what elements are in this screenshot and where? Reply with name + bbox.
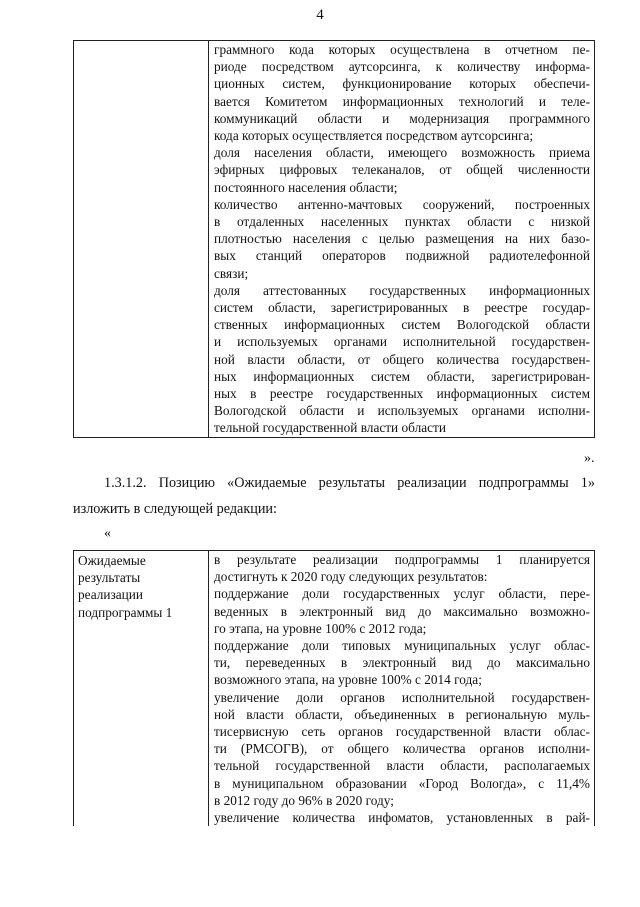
position-content-cell — [209, 551, 595, 827]
text-line: доля аттестованных государственных информационных — [214, 282, 590, 298]
text-line: риоде посредством аутсорсинга, к количеству информа- — [214, 59, 590, 75]
page-bottom-margin — [0, 847, 640, 907]
position-label-line: результаты — [78, 570, 141, 586]
text-line: тельной государственной власти области, располагаемых — [214, 758, 590, 774]
table-row — [74, 41, 595, 438]
text-line: увеличение доли органов исполнительной государствен- — [214, 689, 590, 705]
text-line: коммуникаций области и модернизация программного — [214, 110, 590, 126]
expected-results-table — [73, 550, 595, 826]
opening-quote: « — [104, 526, 111, 541]
text-line: в результате реализации подпрограммы 1 планируется — [214, 552, 590, 567]
text-line: ных в реестре государственных информационных систем — [214, 386, 590, 402]
position-label-line: Ожидаемые — [78, 553, 146, 568]
text-line: граммного кода которых осуществлена в отчетном пе- — [214, 42, 590, 57]
text-line: количество антенно-мачтовых сооружений, построенных — [214, 196, 590, 212]
position-label-line: реализации — [78, 587, 143, 603]
text-line: связи; — [214, 265, 249, 281]
continued-table — [73, 40, 595, 438]
table1-right-cell — [209, 41, 595, 438]
text-line: ционных систем, функционирование которых обеспечи- — [214, 76, 590, 92]
text-line: тельной государственной власти области — [214, 420, 446, 436]
text-line: постоянного населения области; — [214, 179, 398, 195]
text-line: го этапа, на уровне 100% с 2012 года; — [214, 620, 427, 636]
text-line: в отдаленных населенных пунктах области с низкой — [214, 214, 590, 230]
text-line: ных информационных систем области, зарегистрирован- — [214, 368, 590, 384]
table1-left-cell — [74, 41, 209, 438]
text-line: ной власти области, от общего количества государствен- — [214, 351, 590, 367]
text-line: плотностью населения с целью размещения на них базо- — [214, 231, 590, 247]
text-line: возможного этапа, на уровне 100% с 2014 года; — [214, 672, 482, 688]
page-number: 4 — [316, 7, 324, 23]
table-row — [74, 551, 595, 827]
text-line: ти (РМСОГВ), от общего количества органов исполни- — [214, 741, 590, 757]
text-line: в 2012 году до 96% в 2020 году; — [214, 792, 394, 808]
text-line: кода которых осуществляется посредством аутсорсинга; — [214, 128, 534, 144]
text-line: в муниципальном образовании «Город Вологда», с 11,4% — [214, 775, 590, 791]
text-line: доля населения области, имеющего возможность приема — [214, 145, 590, 161]
text-line: вых станций операторов подвижной радиотелефонной — [214, 248, 590, 264]
text-line: поддержание доли государственных услуг области, пере- — [214, 586, 590, 602]
text-line: увеличение количества инфоматов, установленных в рай- — [214, 810, 590, 826]
text-line: ти, переведенных в электронный вид до максимально — [214, 655, 590, 671]
instruction-text: 1.3.1.2. Позицию «Ожидаемые результаты реализации подпрограммы 1» — [104, 475, 595, 491]
text-line: систем области, зарегистрированных в реестре государ- — [214, 300, 590, 316]
text-line: веденных в электронный вид до максимально возможно- — [214, 603, 590, 619]
text-line: и используемых органами исполнительной государствен- — [214, 334, 590, 350]
position-label-cell — [74, 551, 209, 827]
text-line: Вологодской области и используемых органами исполни- — [214, 403, 590, 419]
text-line: ственных информационных систем Вологодской области — [214, 317, 590, 333]
text-line: вается Комитетом информационных технологий и теле- — [214, 93, 590, 109]
text-line: тисервисную сеть органов государственной власти облас- — [214, 724, 590, 740]
text-line: эфирных цифровых телеканалов, от общей численности — [214, 162, 590, 178]
text-line: достигнуть к 2020 году следующих результатов: — [214, 569, 488, 585]
text-line: поддержание доли типовых муниципальных услуг облас- — [214, 638, 590, 654]
text-line: ной власти области, объединенных в региональную муль- — [214, 706, 590, 722]
instruction-text-continued: изложить в следующей редакции: — [73, 501, 277, 517]
closing-quote: ». — [584, 451, 595, 466]
position-label-line: подпрограммы 1 — [78, 604, 173, 620]
